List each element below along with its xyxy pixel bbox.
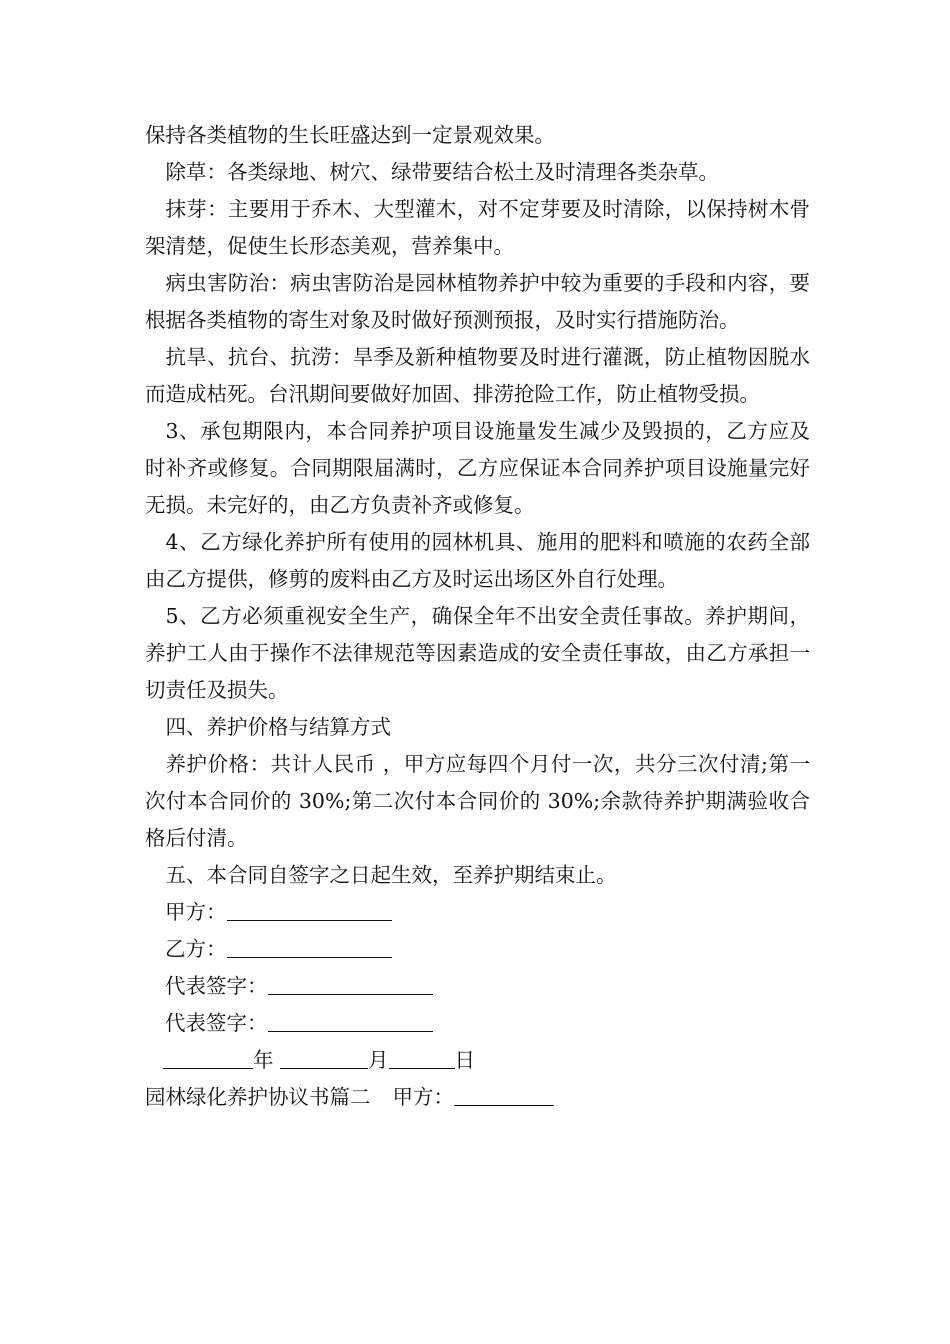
clause-3: 3、承包期限内，本合同养护项目设施量发生减少及毁损的，乙方应及时补齐或修复。合同期限届满时，乙方应保证本合同养护项目设施量完好无损。未完好的，由乙方负责补齐或修复。 [145, 419, 810, 517]
party-b-label: 乙方： [165, 937, 227, 961]
party-a-blank[interactable] [227, 898, 392, 921]
paragraph-bud-removal: 抹芽：主要用于乔木、大型灌木，对不定芽要及时清除，以保持树木骨架清楚，促使生长形态美观，营养集中。 [145, 197, 810, 258]
next-agreement-title: 园林绿化养护协议书篇二 [145, 1085, 371, 1109]
paragraph-landscape-effect: 保持各类植物的生长旺盛达到一定景观效果。 [145, 123, 555, 147]
clause-4: 4、乙方绿化养护所有使用的园林机具、施用的肥料和喷施的农药全部由乙方提供，修剪的废料由乙方及时运出场区外自行处理。 [145, 530, 810, 591]
representative-1-blank[interactable] [268, 972, 433, 995]
paragraph-drought-typhoon-flood: 抗旱、抗台、抗涝：旱季及新种植物要及时进行灌溉，防止植物因脱水而造成枯死。台汛期间要做好加固、排涝抢险工作，防止植物受损。 [145, 345, 810, 406]
document-page [145, 117, 810, 1116]
day-label: 日 [454, 1048, 476, 1072]
next-agreement-party-a-blank[interactable] [454, 1083, 554, 1106]
representative-2-blank[interactable] [268, 1009, 433, 1032]
signature-representative-1 [145, 968, 810, 1005]
party-a-label: 甲方： [165, 900, 227, 924]
year-label: 年 [253, 1048, 274, 1072]
clause-5: 5、乙方必须重视安全生产，确保全年不出安全责任事故。养护期间，养护工人由于操作不法律规范等因素造成的安全责任事故，由乙方承担一切责任及损失。 [145, 604, 810, 702]
next-agreement-party-a-label: 甲方： [392, 1085, 454, 1109]
representative-2-label: 代表签字： [165, 1011, 268, 1035]
next-agreement-header [145, 1079, 810, 1116]
signature-party-a [145, 894, 810, 931]
year-blank[interactable] [163, 1046, 253, 1069]
date-line [145, 1042, 810, 1079]
party-b-blank[interactable] [227, 935, 392, 958]
day-blank[interactable] [389, 1046, 455, 1069]
paragraph-pricing: 养护价格：共计人民币 ，甲方应每四个月付一次，共分三次付清;第一次付本合同价的 30%;第二次付本合同价的 30%;余款待养护期满验收合格后付清。 [145, 752, 810, 850]
paragraph-weeding: 除草：各类绿地、树穴、绿带要结合松土及时清理各类杂草。 [165, 160, 719, 184]
section-heading-pricing: 四、养护价格与结算方式 [165, 715, 391, 739]
month-label: 月 [368, 1048, 389, 1072]
signature-party-b [145, 931, 810, 968]
month-blank[interactable] [280, 1046, 368, 1069]
paragraph-pest-control: 病虫害防治：病虫害防治是园林植物养护中较为重要的手段和内容，要根据各类植物的寄生对象及时做好预测预报，及时实行措施防治。 [145, 271, 810, 332]
section-effective-date: 五、本合同自签字之日起生效，至养护期结束止。 [165, 863, 617, 887]
signature-representative-2 [145, 1005, 810, 1042]
representative-1-label: 代表签字： [165, 974, 268, 998]
